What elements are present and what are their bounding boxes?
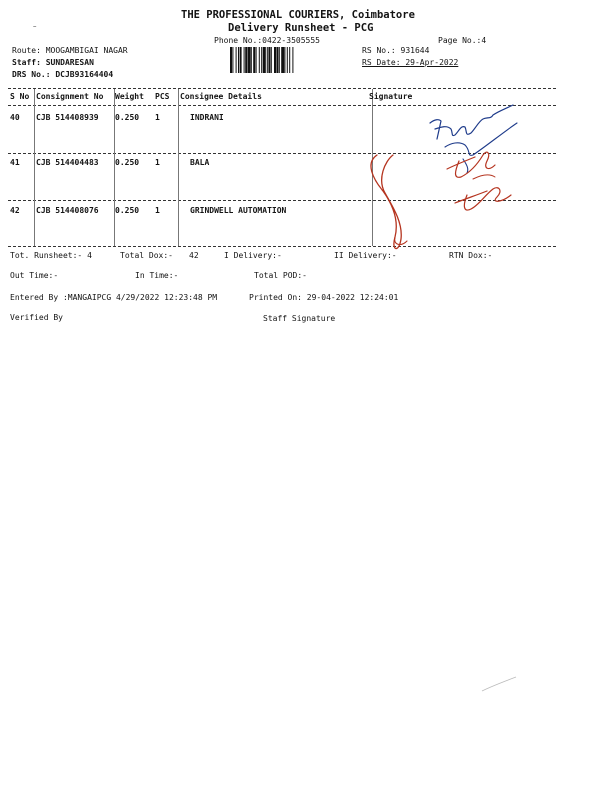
row-2-sno: 41 bbox=[10, 158, 20, 167]
rtn-dox: RTN Dox:- bbox=[449, 251, 493, 260]
page-number: Page No.:4 bbox=[438, 36, 487, 45]
document-title: Delivery Runsheet - PCG bbox=[228, 22, 374, 34]
total-dox-label: Total Dox:- bbox=[120, 251, 173, 260]
verified-by: Verified By bbox=[10, 313, 63, 322]
total-runsheet: Tot. Runsheet:- 4 bbox=[10, 251, 92, 260]
rs-number: RS No.: 931644 bbox=[362, 46, 430, 55]
staff-signature-label: Staff Signature bbox=[263, 314, 336, 323]
rs-date: RS Date: 29-Apr-2022 bbox=[362, 58, 459, 67]
phone-number: Phone No.:0422-3505555 bbox=[214, 36, 320, 45]
total-pod: Total POD:- bbox=[254, 271, 307, 280]
col-header-consignee: Consignee Details bbox=[180, 92, 262, 101]
col-header-consignment: Consignment No bbox=[36, 92, 104, 101]
col-header-sno: S No bbox=[10, 92, 30, 101]
ii-delivery: II Delivery:- bbox=[334, 251, 397, 260]
row-1-weight: 0.250 bbox=[115, 113, 140, 122]
row-1-consignment: CJB 514408939 bbox=[36, 113, 99, 122]
i-delivery: I Delivery:- bbox=[224, 251, 282, 260]
printed-on: Printed On: 29-04-2022 12:24:01 bbox=[249, 293, 399, 302]
col-header-signature: Signature bbox=[369, 92, 413, 101]
entered-by: Entered By :MANGAIPCG 4/29/2022 12:23:48 PM bbox=[10, 293, 218, 302]
row-2-pcs: 1 bbox=[155, 158, 160, 167]
total-dox-value: 42 bbox=[189, 251, 199, 260]
row-3-weight: 0.250 bbox=[115, 206, 140, 215]
row-3-consignment: CJB 514408076 bbox=[36, 206, 99, 215]
row-3-consignee: GRINDWELL AUTOMATION bbox=[190, 206, 287, 215]
row-3-sno: 42 bbox=[10, 206, 20, 215]
header-mark: ⁻ bbox=[32, 24, 38, 34]
row-2-weight: 0.250 bbox=[115, 158, 140, 167]
route-label: Route: MOOGAMBIGAI NAGAR bbox=[12, 46, 128, 55]
row-2-consignment: CJB 514404483 bbox=[36, 158, 99, 167]
in-time: In Time:- bbox=[135, 271, 179, 280]
drs-number: DRS No.: DCJB93164404 bbox=[12, 70, 114, 79]
row-1-sno: 40 bbox=[10, 113, 20, 122]
rule-top bbox=[8, 88, 556, 89]
handwritten-signatures bbox=[355, 95, 535, 265]
staff-label: Staff: SUNDARESAN bbox=[12, 58, 94, 67]
col-header-weight: Weight bbox=[115, 92, 144, 101]
col-divider-1 bbox=[34, 89, 35, 246]
col-divider-3 bbox=[178, 89, 179, 246]
row-3-pcs: 1 bbox=[155, 206, 160, 215]
company-name: THE PROFESSIONAL COURIERS, Coimbatore bbox=[181, 9, 415, 21]
row-1-consignee: INDRANI bbox=[190, 113, 224, 122]
row-1-pcs: 1 bbox=[155, 113, 160, 122]
barcode bbox=[230, 47, 345, 73]
out-time: Out Time:- bbox=[10, 271, 59, 280]
row-2-consignee: BALA bbox=[190, 158, 210, 167]
col-header-pcs: PCS bbox=[155, 92, 170, 101]
scan-mark bbox=[480, 675, 520, 695]
